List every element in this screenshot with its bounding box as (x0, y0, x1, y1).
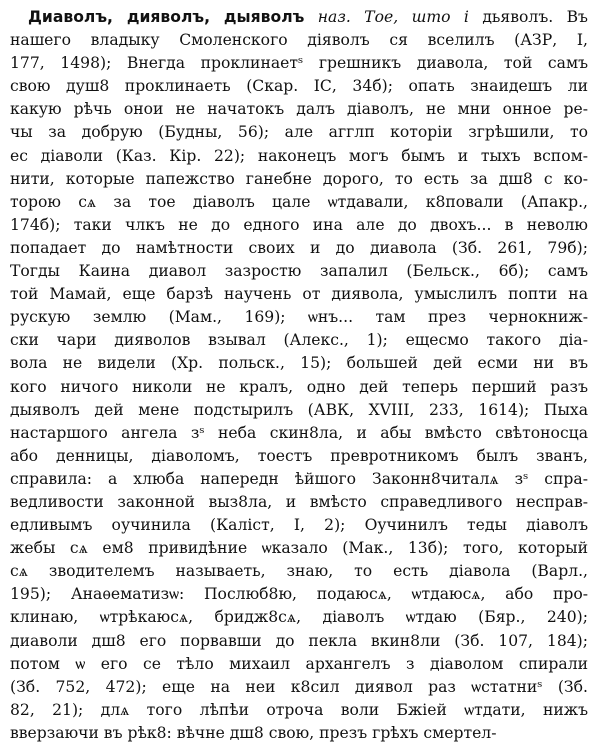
entry-gloss-tail: дьяволъ. Въ (482, 8, 588, 26)
entry-headword: Диаволъ, дияволъ, дыяволъ (28, 8, 305, 26)
text-line: вола не видели (Хр. польск., 15); большей дей есми ни въ (10, 354, 588, 373)
text-line: какую рѣчь онои не начатокъ далъ діаволъ, не мни онное ре- (10, 100, 588, 119)
text-line: потом ѡ его се тѣло михаил архангелъ з діаволом спирали (10, 654, 588, 673)
text-line: або денницы, діаволомъ, тоестъ превротникомъ былъ званъ, (10, 446, 588, 465)
text-line: 177, 1498); Внегда проклинаетˢ грешникъ диавола, той самъ (10, 54, 588, 73)
text-line: диаволи дш8 его порвавши до пекла вкин8ли (Зб. 107, 184); (10, 631, 588, 650)
text-line: клинаю, ѡтрѣкаюсѧ, бридж8сѧ, діаволъ ѡтдаю (Бяр., 240); (10, 608, 588, 627)
text-line: (Зб. 752, 472); еще на неи к8сил диявол раз ѡстатниˢ (Зб. (10, 677, 588, 696)
text-line: ес діаволи (Каз. Кір. 22); наконецъ могъ бымъ и тыхъ вспом- (10, 146, 588, 165)
text-line: сѧ зводителемъ называеть, знаю, то есть діавола (Варл., (10, 562, 588, 581)
text-line-last: вверзаючи въ рѣк8: вѣчне дш8 свою, презъ грѣхъ смертел- (10, 723, 497, 742)
text-line: Тогды Каина диавол зазростю запалил (Бельск., 6б); самъ (10, 262, 588, 281)
text-line: 82, 21); длѧ того лѣпѣи отроча воли Бжіей ѡтдати, нижъ (10, 700, 588, 719)
text-line: справила: а хлюба напередн ѣйшого Законн8читалѧ зˢ спра- (10, 469, 588, 488)
entry-gloss: наз. Тое, што і (317, 8, 469, 26)
text-line: жебы сѧ ем8 привидѣние ѡказало (Мак., 13б); того, который (10, 539, 588, 558)
text-line: свою душ8 проклинаеть (Скар. ІС, 34б); опать знаидешъ ли (10, 77, 588, 96)
entry-first-line (10, 6, 588, 29)
text-line: кого ничого николи не кралъ, одно дей теперь перший разъ (10, 377, 588, 396)
text-line: торою сѧ за тое діаволъ цале ѡтдавали, к8повали (Апакр., (10, 192, 588, 211)
text-line: чы за добрую (Будны, 56); але агглп которіи згрѣшили, то (10, 123, 588, 142)
text-line: той Мамай, еще барзѣ научень от диявола, умыслилъ попти на (10, 285, 588, 304)
text-line: 195); Анаѳематизѡ: Послюб8ю, подаюсѧ, ѡтдаюсѧ, або про- (10, 585, 588, 604)
text-line: ски чари дияволов взывал (Алекс., 1); ещесмо такого діа- (10, 331, 588, 350)
text-line: нити, которые папежство ганебне дорого, то есть за дш8 с ко- (10, 169, 588, 188)
text-line: дыяволъ дей мене подстырилъ (АВК, XVIII, 233, 1614); Пыха (10, 400, 588, 419)
text-line: рускую землю (Мам., 169); ѡнъ... там през чернокниж- (10, 308, 588, 327)
text-line: ведливости законной выз8ла, и вмѣсто справедливого несправ- (10, 492, 588, 511)
text-line: попадает до намѣтности своих и до диавола (Зб. 261, 79б); (10, 238, 588, 257)
text-line: настаршого ангела зˢ неба скин8ла, и абы вмѣсто свѣтоносца (10, 423, 588, 442)
text-line: 174б); таки члкъ не до едного ина але до двохъ... в неволю (10, 215, 588, 234)
text-line: едливымъ оучинила (Каліст, І, 2); Оучинилъ теды діаволъ (10, 516, 588, 535)
text-line: нашего владыку Смоленского діяволъ ся вселилъ (АЗР, І, (10, 31, 588, 50)
